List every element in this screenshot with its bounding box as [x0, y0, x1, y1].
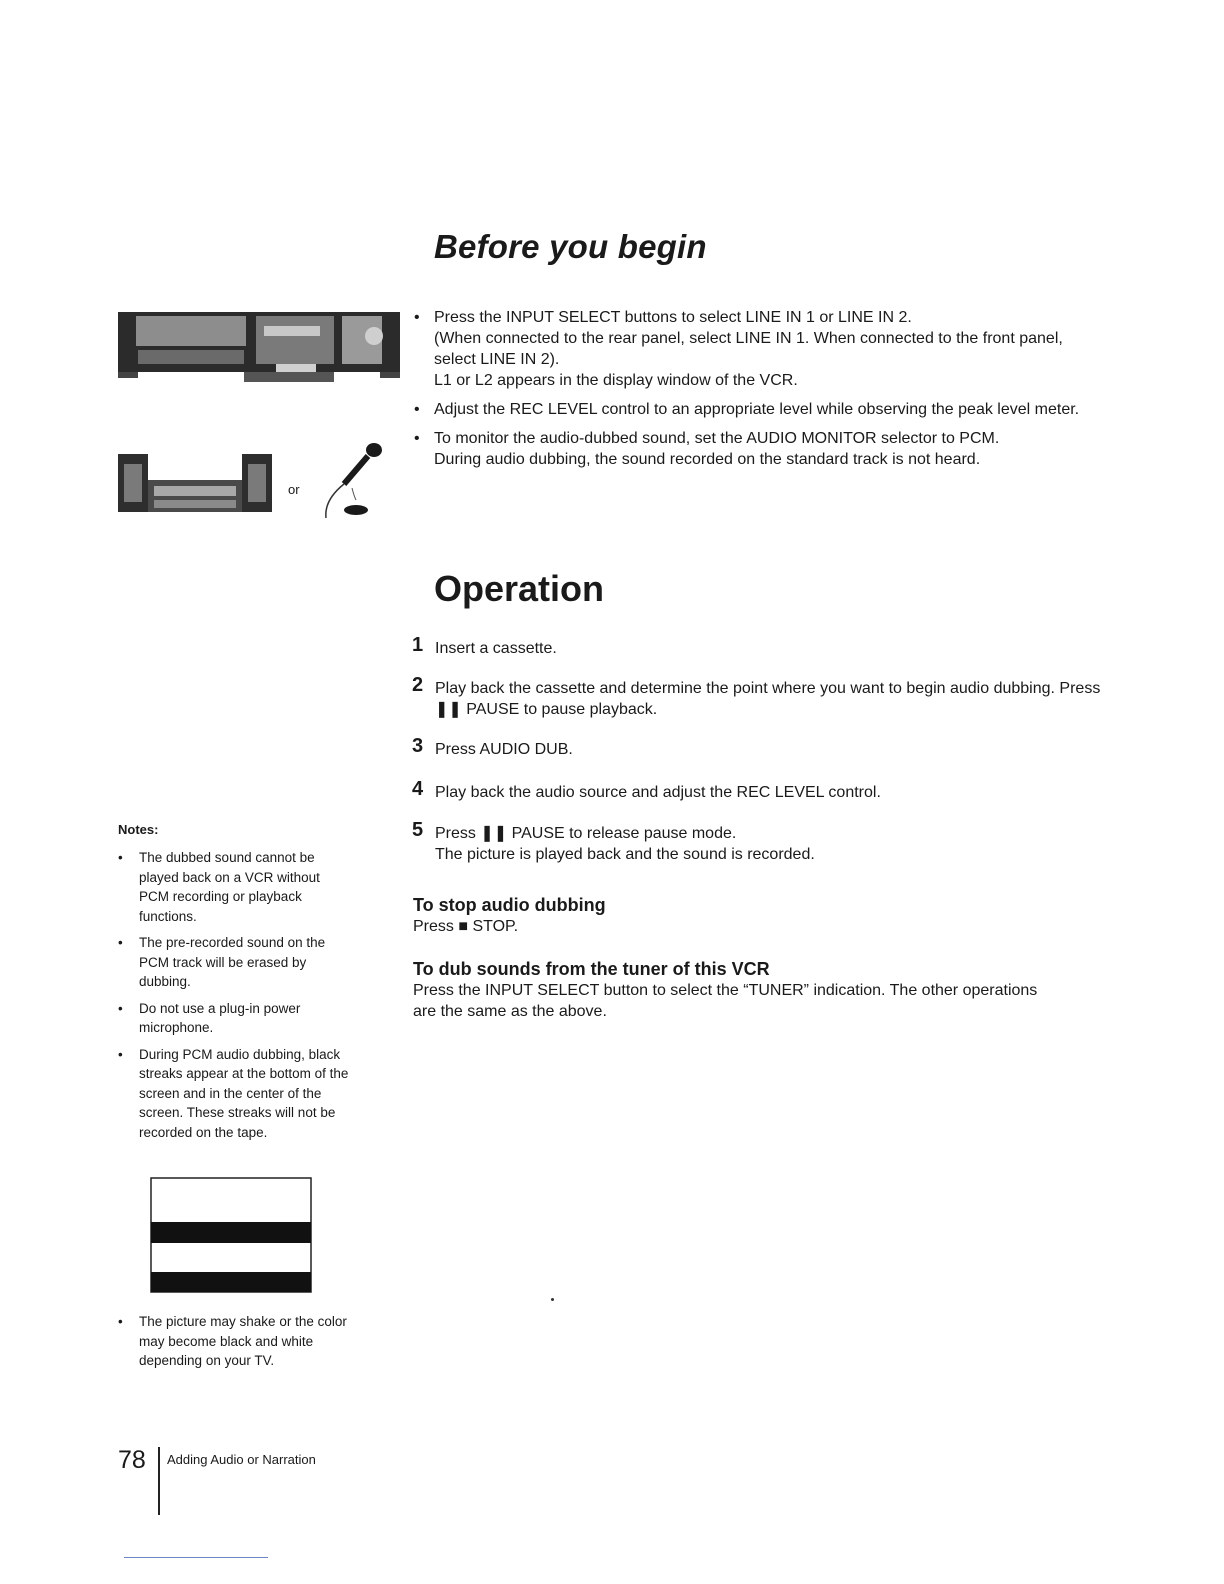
operation-heading: Operation	[434, 568, 605, 609]
notes-list	[118, 848, 353, 1149]
page-number: 78	[118, 1446, 146, 1474]
step-item: 5 Press ❚❚ PAUSE to release pause mode. The picture is played back and the sound is recorded.	[412, 819, 815, 863]
stop-dubbing-text: Press ■ STOP.	[413, 918, 519, 935]
list-item: • Adjust the REC LEVEL control to an appropriate level while observing the peak level meter.	[414, 401, 1080, 418]
before-you-begin-list	[414, 307, 1104, 478]
stop-dubbing-section	[413, 894, 1103, 937]
footer-divider	[158, 1447, 160, 1515]
black-streaks-screen-illustration	[150, 1177, 312, 1293]
notes-heading: Notes:	[118, 822, 159, 837]
note-item: • The dubbed sound cannot be played back on a VCR without PCM recording or playback functions.	[118, 850, 320, 924]
step-item: 2 Play back the cassette and determine the point where you want to begin audio dubbing. Press ❚❚ PAUSE to pause playback.	[412, 674, 1101, 718]
note-item: • The picture may shake or the color may become black and white depending on your TV.	[118, 1314, 347, 1368]
note-item: • The pre-recorded sound on the PCM track will be erased by dubbing.	[118, 935, 326, 989]
scan-speck	[551, 1298, 554, 1301]
tuner-dubbing-text: Press the INPUT SELECT button to select the “TUNER” indication. The other operations are the same as the above.	[413, 982, 1038, 1020]
or-label: or	[288, 482, 300, 497]
vcr-illustration	[116, 306, 402, 388]
footer-rule	[124, 1557, 268, 1558]
tuner-dubbing-section	[413, 958, 1053, 1022]
before-you-begin-heading: Before you begin	[434, 228, 707, 265]
stop-dubbing-heading: To stop audio dubbing	[413, 895, 606, 915]
note-item: • Do not use a plug-in power microphone.	[118, 1000, 301, 1035]
note-item: • During PCM audio dubbing, black streaks appear at the bottom of the screen and in the center of the screen. These streaks will not be recorded on the tape.	[118, 1046, 349, 1140]
step-item: 4 Play back the audio source and adjust the REC LEVEL control.	[412, 778, 881, 801]
list-item: • Press the INPUT SELECT buttons to select LINE IN 1 or LINE IN 2. (When connected to the rear panel, select LINE IN 1. When connected to the front panel, select LINE IN 2). L1 or L2 appears in the display window of the VCR.	[414, 309, 1063, 389]
microphone-illustration	[318, 440, 388, 520]
notes-list-extra	[118, 1312, 353, 1378]
step-item: 3 Press AUDIO DUB.	[412, 735, 573, 758]
stereo-system-illustration	[116, 450, 274, 514]
footer-section-title: Adding Audio or Narration	[167, 1452, 316, 1467]
tuner-dubbing-heading: To dub sounds from the tuner of this VCR	[413, 959, 770, 979]
operation-steps	[412, 634, 1102, 865]
step-item: 1 Insert a cassette.	[412, 634, 557, 657]
list-item: • To monitor the audio-dubbed sound, set the AUDIO MONITOR selector to PCM. During audio dubbing, the sound recorded on the standard track is not heard.	[414, 430, 1000, 468]
